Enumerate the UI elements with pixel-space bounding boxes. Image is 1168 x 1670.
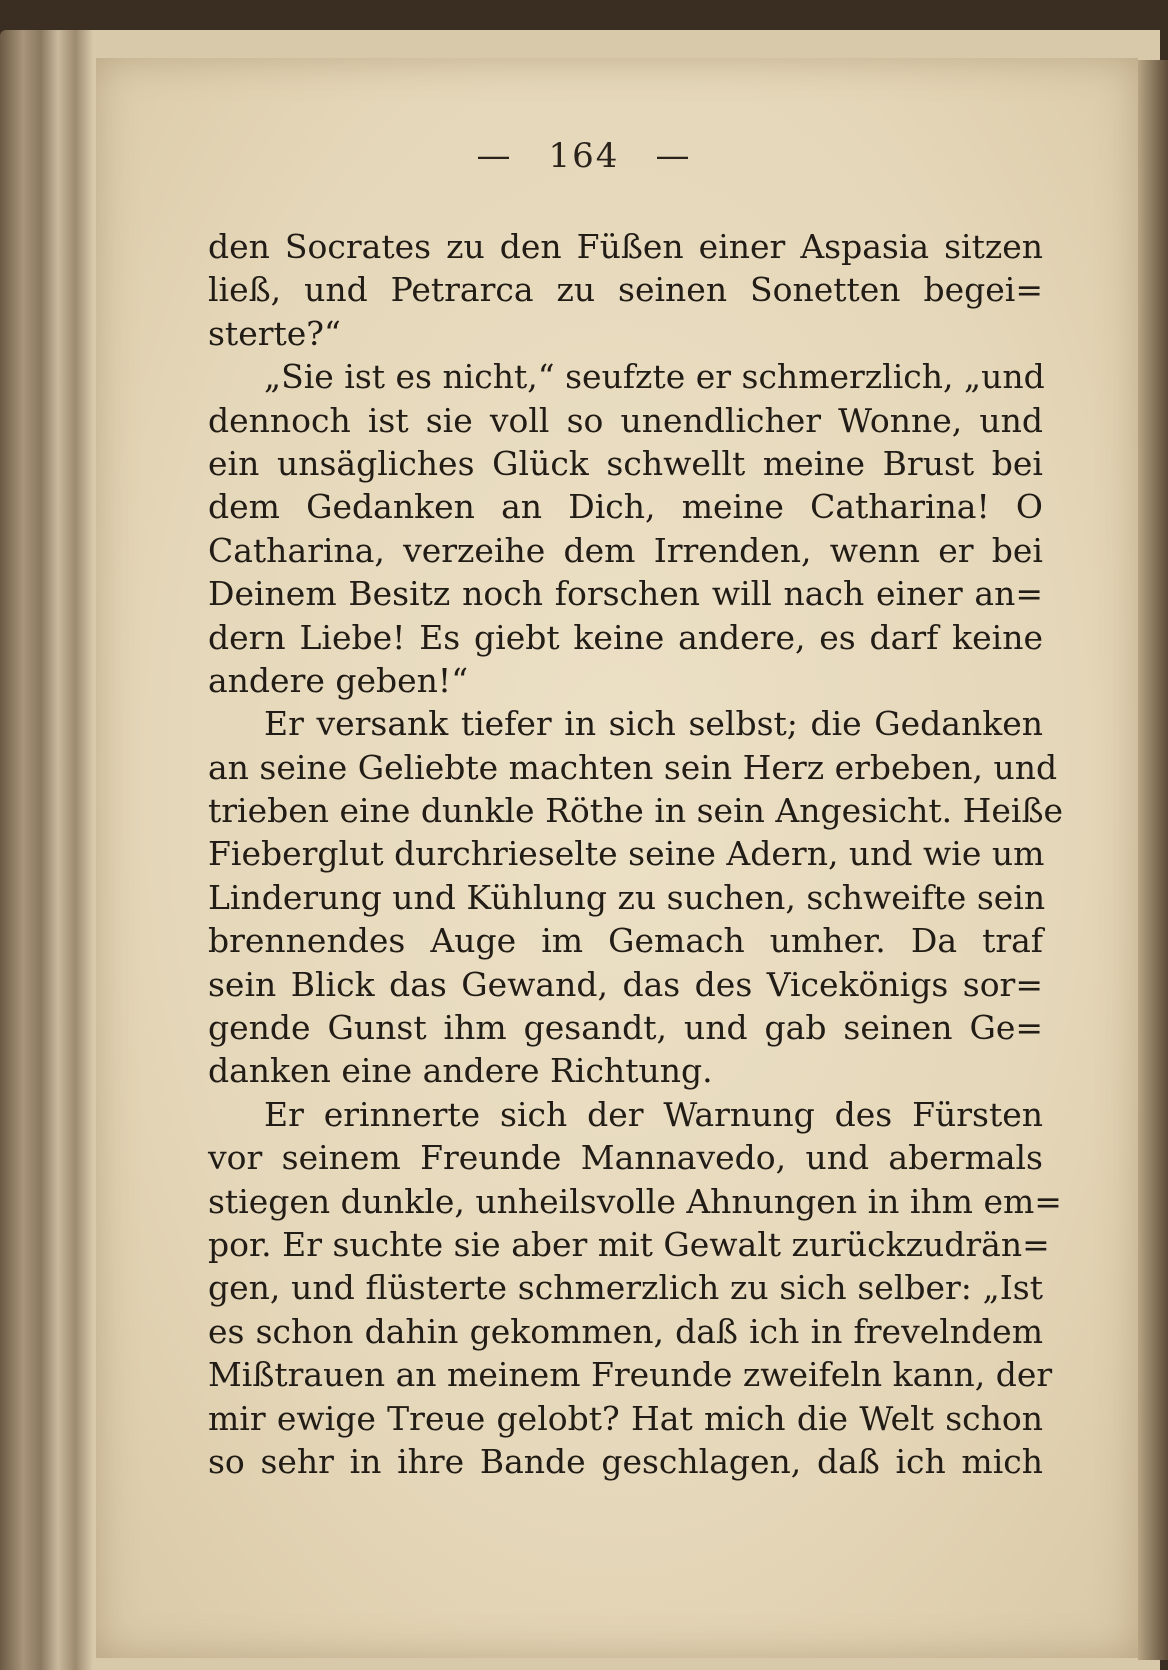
text-line: es schon dahin gekommen, daß ich in frevelndem — [208, 1311, 1043, 1351]
text-line: an seine Geliebte machten sein Herz erbeben, und — [208, 747, 1058, 787]
text-line: sterte?“ — [208, 313, 341, 353]
page-number-dash-left: — — [476, 136, 513, 176]
text-line: por. Er suchte sie aber mit Gewalt zurückzudrän= — [208, 1224, 1050, 1264]
text-line: stiegen dunkle, unheilsvolle Ahnungen in ihm em= — [208, 1181, 1062, 1221]
text-line: trieben eine dunkle Röthe in sein Angesicht. Heiße — [208, 791, 1064, 831]
page-number-dash-right: — — [655, 136, 692, 176]
text-line: Er erinnerte sich der Warnung des Fürsten — [264, 1094, 1043, 1134]
text-line: dennoch ist sie voll so unendlicher Wonne, und — [208, 400, 1043, 440]
text-line: Er versank tiefer in sich selbst; die Gedanken — [264, 704, 1043, 744]
book-right-edge — [1138, 60, 1168, 1660]
text-line: dem Gedanken an Dich, meine Catharina! O — [208, 487, 1043, 527]
text-line: Linderung und Kühlung zu suchen, schweifte sein — [208, 877, 1046, 917]
page-number — [0, 136, 1168, 176]
text-line: „Sie ist es nicht,“ seufzte er schmerzlich, „und — [264, 357, 1045, 397]
text-line: brennendes Auge im Gemach umher. Da traf — [208, 921, 1043, 961]
text-line: Catharina, verzeihe dem Irrenden, wenn er bei — [208, 530, 1043, 570]
body-text — [208, 225, 1064, 1483]
text-line: ein unsägliches Glück schwellt meine Brust bei — [208, 443, 1043, 483]
text-line: andere geben!“ — [208, 660, 469, 700]
text-line: vor seinem Freunde Mannavedo, und abermals — [208, 1138, 1043, 1178]
text-line: sein Blick das Gewand, das des Vicekönigs sor= — [208, 964, 1043, 1004]
text-line: Fieberglut durchrieselte seine Adern, und wie um — [208, 834, 1045, 874]
text-line: gende Gunst ihm gesandt, und gab seinen Ge= — [208, 1008, 1043, 1048]
text-line: mir ewige Treue gelobt? Hat mich die Welt schon — [208, 1398, 1043, 1438]
text-line: ließ, und Petrarca zu seinen Sonetten begei= — [208, 270, 1043, 310]
text-line: danken eine andere Richtung. — [208, 1051, 713, 1091]
page-number-value: 164 — [548, 136, 620, 176]
text-line: den Socrates zu den Füßen einer Aspasia sitzen — [208, 227, 1043, 266]
text-line: so sehr in ihre Bande geschlagen, daß ich mich — [208, 1441, 1043, 1481]
text-line: Mißtrauen an meinem Freunde zweifeln kann, der — [208, 1355, 1053, 1395]
text-line: gen, und flüsterte schmerzlich zu sich selber: „Ist — [208, 1268, 1043, 1308]
text-line: dern Liebe! Es giebt keine andere, es darf keine — [208, 617, 1043, 657]
text-line: Deinem Besitz noch forschen will nach einer an= — [208, 574, 1043, 614]
